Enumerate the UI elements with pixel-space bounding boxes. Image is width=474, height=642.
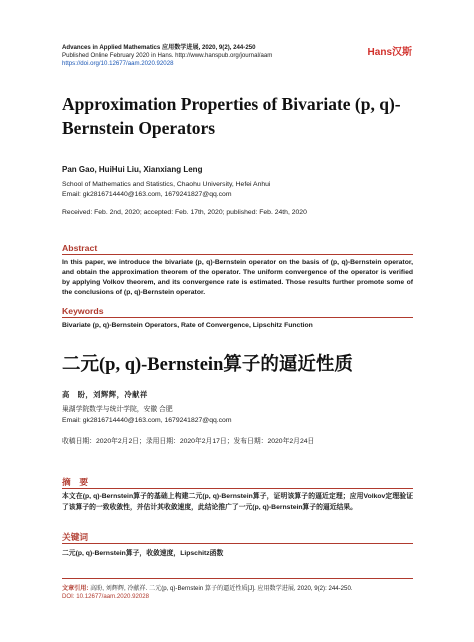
- hans-logo: Hans汉斯: [367, 47, 412, 58]
- email: Email: gk2816714440@163.com, 1679241827@qq.com: [62, 191, 232, 198]
- cn-keywords-heading: 关键词: [62, 532, 89, 542]
- paper-title: Approximation Properties of Bivariate (p, q)-Bernstein Operators: [62, 94, 401, 138]
- published-line: Published Online February 2020 in Hans. http://www.hanspub.org/journal/aam: [62, 52, 273, 59]
- cn-received-dates: 收稿日期：2020年2月2日；录用日期：2020年2月17日；发布日期：2020年2月24日: [62, 438, 315, 445]
- cn-abstract-heading: 摘 要: [62, 477, 89, 487]
- received-dates: Received: Feb. 2nd, 2020; accepted: Feb. 17th, 2020; published: Feb. 24th, 2020: [62, 209, 307, 216]
- keywords-rule: [62, 317, 413, 318]
- cn-email: Email: gk2816714440@163.com, 1679241827@qq.com: [62, 417, 232, 424]
- citation-rule: [62, 578, 413, 579]
- journal-line: Advances in Applied Mathematics 应用数学进展, 2020, 9(2), 244-250: [62, 44, 256, 51]
- doi-link[interactable]: https://doi.org/10.12677/aam.2020.92028: [62, 60, 174, 67]
- citation-text: 高盼, 刘辉辉, 冷献祥. 二元(p, q)-Bernstein 算子的逼近性质[J]. 应用数学进展, 2020, 9(2): 244-250.: [88, 585, 353, 592]
- citation-label: 文章引用:: [62, 585, 89, 592]
- cn-keywords-text: 二元(p, q)-Bernstein算子，收敛速度，Lipschitz函数: [62, 550, 224, 557]
- authors: Pan Gao, HuiHui Liu, Xianxiang Leng: [62, 165, 203, 174]
- affiliation: School of Mathematics and Statistics, Chaohu University, Hefei Anhui: [62, 181, 271, 188]
- citation: [62, 584, 353, 593]
- cn-abstract-text: 本文在(p, q)-Bernstein算子的基础上构建二元(p, q)-Bernstein算子，证明该算子的逼近定理；应用Volkov定理验证了该算子的一致收敛性，并估计其收敛速度，此结论推广了一元(p, q)-Bernstein算子的逼近结果。: [62, 493, 413, 511]
- cn-abstract-rule: [62, 488, 413, 489]
- cn-authors: 高 盼，刘辉辉，冷献祥: [62, 390, 148, 399]
- cn-keywords-rule: [62, 543, 413, 544]
- abstract-rule: [62, 254, 413, 255]
- citation-doi[interactable]: DOI: 10.12677/aam.2020.92028: [62, 593, 150, 600]
- abstract-text: In this paper, we introduce the bivariate (p, q)-Bernstein operator on the basis of (p, q)-Bernstein operator, and obtain the approximation theorem of the operator. The uniform convergence of the operator is verified by applying Volkov theorem, and its convergence rate is estimated. Those results further promote some of the conclusions of (p, q)-Bernstein operator.: [62, 259, 413, 296]
- keywords-text: Bivariate (p, q)-Bernstein Operators, Rate of Convergence, Lipschitz Function: [62, 322, 313, 329]
- abstract-heading: Abstract: [62, 243, 98, 253]
- cn-affiliation: 巢湖学院数学与统计学院，安徽 合肥: [62, 406, 173, 413]
- keywords-heading: Keywords: [62, 306, 104, 316]
- cn-paper-title: 二元(p, q)-Bernstein算子的逼近性质: [62, 355, 353, 375]
